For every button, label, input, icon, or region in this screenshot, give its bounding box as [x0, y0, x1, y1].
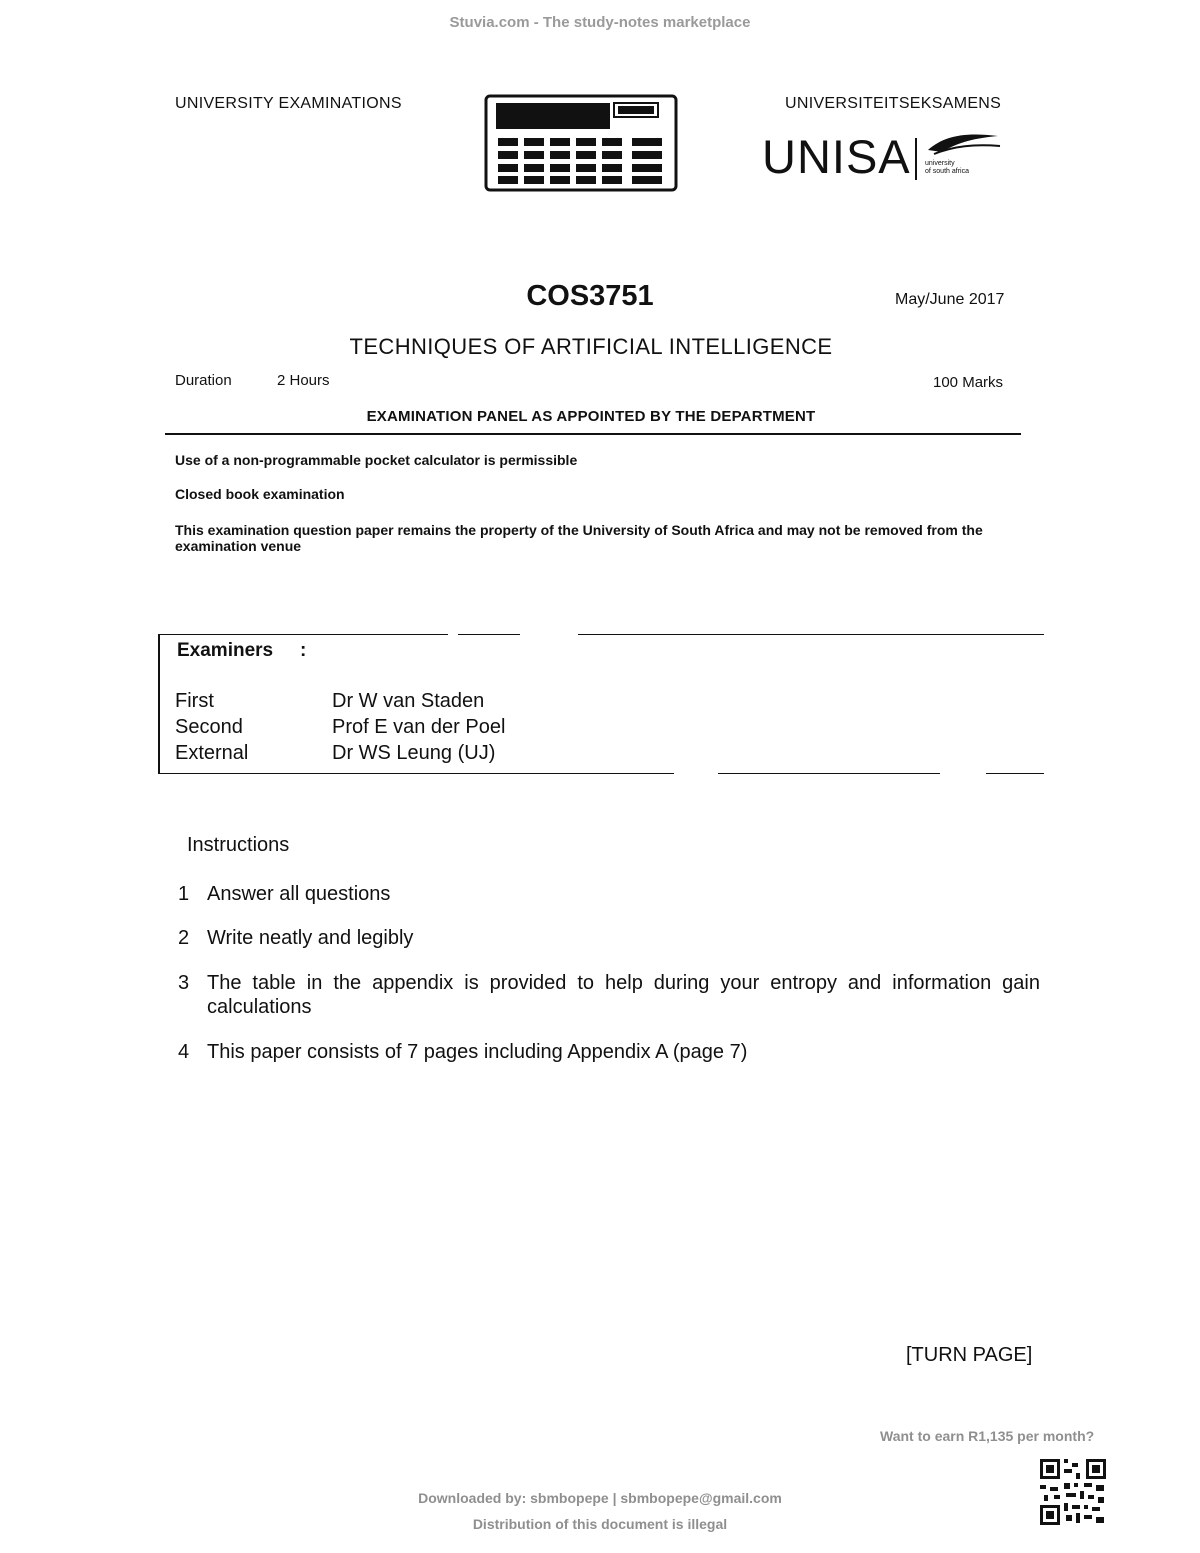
logo-subtitle: university of south africa	[925, 160, 969, 175]
instruction-text: Answer all questions	[207, 883, 391, 905]
total-marks: 100 Marks	[933, 374, 1004, 391]
note-closed-book: Closed book examination	[175, 486, 345, 502]
instructions-heading: Instructions	[187, 834, 290, 856]
examiners-box	[158, 634, 1044, 774]
instruction-text: This paper consists of 7 pages including Appendix A (page 7)	[207, 1041, 748, 1063]
exam-date: May/June 2017	[895, 291, 1005, 308]
watermark-top: Stuvia.com - The study-notes marketplace	[449, 14, 751, 31]
examination-panel: EXAMINATION PANEL AS APPOINTED BY THE DEPARTMENT	[366, 408, 816, 425]
unisa-logo	[762, 126, 1012, 188]
earn-link[interactable]: Want to earn R1,135 per month?	[880, 1428, 1095, 1444]
instruction-number: 2	[178, 927, 190, 949]
turn-page: [TURN PAGE]	[906, 1344, 1033, 1366]
divider-rule	[165, 433, 1021, 435]
instruction-number: 1	[178, 883, 190, 905]
header-right: UNIVERSITEITSEKSAMENS	[785, 95, 1002, 112]
logo-flag-icon	[924, 130, 1004, 158]
distribution-notice: Distribution of this document is illegal	[472, 1516, 728, 1532]
note-property: This examination question paper remains the property of the University of South Africa and may not be removed from the examination venue	[175, 522, 983, 554]
examiner-role: Second	[175, 716, 243, 738]
instruction-text: The table in the appendix is provided to help during your entropy and information gain	[207, 972, 1040, 994]
examiner-role: First	[175, 690, 214, 712]
calculator-icon	[484, 94, 678, 192]
examiners-heading: Examiners	[177, 640, 274, 661]
examiner-name: Dr WS Leung (UJ)	[332, 742, 496, 764]
instruction-number: 3	[178, 972, 190, 994]
course-code: COS3751	[526, 280, 654, 312]
instruction-text-continued: calculations	[207, 996, 312, 1018]
course-title: TECHNIQUES OF ARTIFICIAL INTELLIGENCE	[349, 334, 833, 359]
examiner-role: External	[175, 742, 249, 764]
note-calculator: Use of a non-programmable pocket calculator is permissible	[175, 452, 578, 468]
duration-value: 2 Hours	[277, 372, 330, 389]
duration-label: Duration	[175, 372, 232, 389]
instruction-text: Write neatly and legibly	[207, 927, 414, 949]
logo-word: UNISA	[762, 130, 911, 183]
instruction-number: 4	[178, 1041, 190, 1063]
downloaded-by: Downloaded by: sbmbopepe | sbmbopepe@gmail.com	[418, 1490, 782, 1506]
examiner-name: Dr W van Staden	[332, 690, 485, 712]
examiner-name: Prof E van der Poel	[332, 716, 506, 738]
logo-divider	[915, 138, 917, 180]
examiners-colon: :	[300, 640, 307, 661]
header-left: UNIVERSITY EXAMINATIONS	[175, 95, 402, 112]
